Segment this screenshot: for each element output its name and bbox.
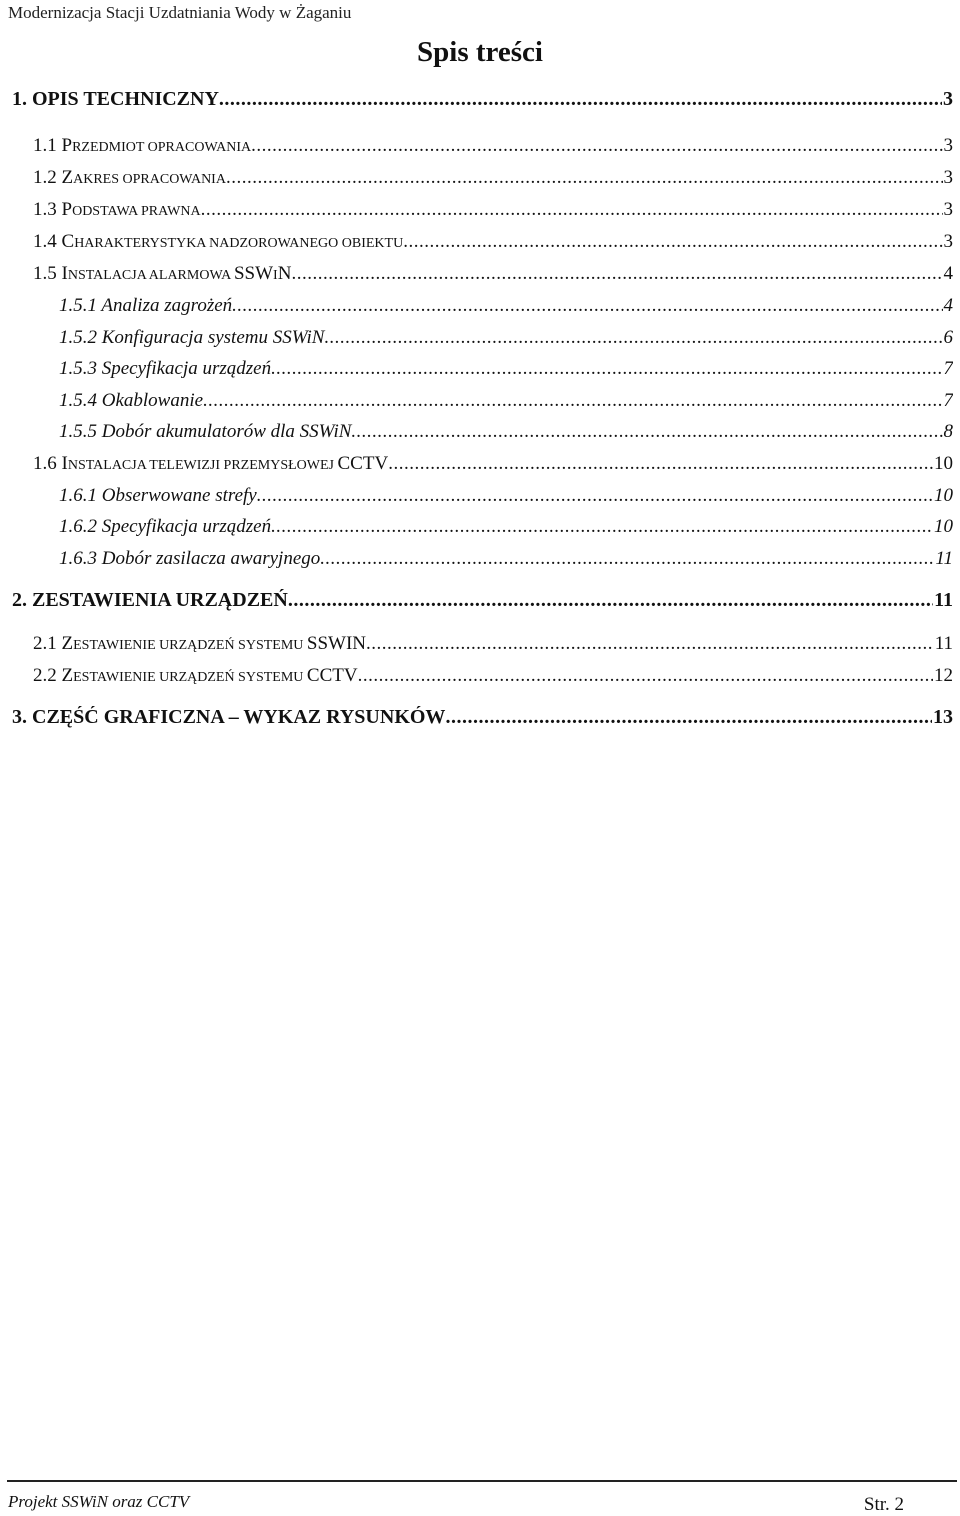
toc-entry-initial: P — [61, 199, 73, 220]
toc-page-number: 11 — [934, 589, 953, 611]
toc-entry-label — [12, 589, 288, 612]
toc-page-number: 11 — [935, 548, 953, 569]
toc-entry[interactable] — [59, 421, 953, 443]
toc-entry[interactable] — [59, 390, 953, 412]
toc-entry[interactable] — [59, 516, 953, 538]
toc-entry-label — [12, 706, 445, 729]
toc-entry-text: ESTAWIENIE URZĄDZEŃ SYSTEMU — [73, 670, 307, 685]
footer-page-number: Str. 2 — [863, 1494, 904, 1515]
toc-entry-text: NSTALACJA ALARMOWA — [67, 268, 234, 283]
toc-entry-text: Specyfikacja urządzeń — [101, 358, 272, 379]
toc-entry-text: NSTALACJA TELEWIZJI PRZEMYSŁOWEJ — [67, 458, 338, 473]
toc-entry-number: 1.6 — [33, 453, 57, 474]
toc-entry-number: 1.6.2 — [59, 516, 97, 537]
toc-dot-leader — [320, 548, 934, 570]
toc-entry[interactable] — [33, 135, 953, 157]
toc-entry-number: 1. — [12, 88, 27, 110]
toc-entry-text: HARAKTERYSTYKA NADZOROWANEGO OBIEKTU — [74, 236, 404, 251]
toc-entry-number: 1.5 — [33, 263, 57, 284]
toc-title: Spis treści — [417, 36, 543, 68]
toc-entry-acronym: SSW — [233, 263, 274, 284]
toc-entry-acronym-small: I — [273, 268, 278, 283]
toc-entry-number: 3. — [12, 706, 27, 728]
toc-dot-leader — [403, 231, 942, 253]
toc-page-number: 13 — [933, 706, 953, 728]
toc-page-number: 4 — [943, 295, 953, 316]
toc-dot-leader — [251, 135, 942, 157]
toc-page-number: 3 — [943, 167, 953, 188]
toc-dot-leader — [324, 327, 942, 349]
toc-page-number: 11 — [934, 633, 953, 654]
toc-entry-acronym-end: N — [277, 263, 292, 284]
toc-dot-leader — [257, 485, 933, 507]
toc-page-number: 3 — [943, 231, 953, 252]
toc-entry-label — [33, 199, 201, 221]
toc-entry-text: Okablowanie — [101, 390, 204, 411]
toc-entry-label — [33, 231, 403, 253]
toc-page-number: 7 — [943, 390, 953, 411]
toc-entry[interactable] — [33, 665, 953, 687]
toc-entry[interactable] — [33, 167, 953, 189]
toc-entry[interactable] — [59, 358, 953, 380]
toc-entry-label — [33, 135, 251, 157]
toc-entry[interactable] — [59, 485, 953, 507]
toc-entry-number: 1.6.3 — [59, 548, 97, 569]
toc-entry-number: 2. — [12, 589, 27, 611]
toc-entry-text: OPIS TECHNICZNY — [32, 88, 219, 110]
toc-entry-text: ZESTAWIENIA URZĄDZEŃ — [32, 589, 288, 611]
toc-entry-acronym: CCTV — [337, 453, 389, 474]
toc-entry-text: Analiza zagrożeń — [101, 295, 233, 316]
page-header-title: Modernizacja Stacji Uzdatniania Wody w Żaganiu — [8, 3, 352, 22]
toc-entry[interactable] — [12, 706, 953, 729]
toc-entry-number: 1.5.3 — [59, 358, 97, 379]
toc-entry-text: ODSTAWA PRAWNA — [72, 204, 201, 219]
toc-entry-number: 2.1 — [33, 633, 57, 654]
toc-entry-text: Obserwowane strefy — [101, 485, 257, 506]
toc-entry-number: 1.5.5 — [59, 421, 97, 442]
toc-dot-leader — [288, 589, 933, 612]
toc-dot-leader — [358, 665, 933, 687]
toc-entry-acronym: SSWIN — [306, 633, 367, 654]
toc-dot-leader — [351, 421, 942, 443]
toc-entry-label — [59, 548, 320, 570]
toc-page-number: 8 — [943, 421, 953, 442]
toc-entry-label — [59, 516, 271, 538]
toc-entry-acronym: CCTV — [306, 665, 358, 686]
toc-dot-leader — [219, 88, 942, 111]
toc-entry-number: 1.1 — [33, 135, 57, 156]
toc-entry-number: 1.4 — [33, 231, 57, 252]
toc-entry[interactable] — [12, 88, 953, 111]
toc-page-number: 3 — [943, 199, 953, 220]
toc-entry-label — [12, 88, 219, 111]
toc-entry[interactable] — [12, 589, 953, 612]
toc-entry-text: Specyfikacja urządzeń — [101, 516, 272, 537]
toc-entry[interactable] — [59, 295, 953, 317]
toc-dot-leader — [203, 390, 942, 412]
toc-page-number: 7 — [943, 358, 953, 379]
toc-page-number: 10 — [934, 516, 953, 537]
toc-entry[interactable] — [33, 263, 953, 285]
toc-entry-label — [59, 327, 324, 349]
toc-entry-text: CZĘŚĆ GRAFICZNA – WYKAZ RYSUNKÓW — [32, 706, 446, 728]
toc-entry-label — [59, 421, 351, 443]
toc-entry-number: 1.5.1 — [59, 295, 97, 316]
toc-page-number: 10 — [934, 485, 953, 506]
footer-project-name: Projekt SSWiN oraz CCTV — [8, 1492, 190, 1511]
toc-dot-leader — [201, 199, 943, 221]
toc-entry[interactable] — [33, 199, 953, 221]
toc-page-number: 4 — [943, 263, 953, 284]
toc-dot-leader — [291, 263, 942, 285]
toc-dot-leader — [232, 295, 942, 317]
toc-entry[interactable] — [59, 327, 953, 349]
toc-entry-number: 1.6.1 — [59, 485, 97, 506]
toc-entry-initial: Z — [61, 167, 74, 188]
toc-page-number: 10 — [934, 453, 953, 474]
toc-page-number: 3 — [943, 135, 953, 156]
toc-entry-label — [33, 633, 366, 655]
toc-entry-label — [59, 485, 257, 507]
toc-entry[interactable] — [33, 231, 953, 253]
toc-dot-leader — [388, 453, 933, 475]
toc-entry-number: 1.3 — [33, 199, 57, 220]
toc-dot-leader — [445, 706, 932, 729]
toc-entry[interactable] — [59, 548, 953, 570]
toc-page-number: 6 — [943, 327, 953, 348]
toc-entry-label — [33, 453, 388, 475]
toc-dot-leader — [271, 358, 942, 380]
footer-divider — [7, 1480, 957, 1482]
toc-entry-initial: C — [61, 231, 75, 252]
toc-entry-initial: I — [61, 453, 68, 474]
toc-entry-text: ESTAWIENIE URZĄDZEŃ SYSTEMU — [73, 638, 307, 653]
toc-page-number: 12 — [934, 665, 953, 686]
toc-entry-label — [59, 358, 271, 380]
toc-entry-label — [59, 390, 203, 412]
toc-page-number: 3 — [943, 88, 953, 110]
toc-entry-initial: I — [61, 263, 68, 284]
toc-entry[interactable] — [33, 633, 953, 655]
toc-entry-text: Konfiguracja systemu SSWiN — [101, 327, 325, 348]
toc-entry-number: 1.5.4 — [59, 390, 97, 411]
toc-dot-leader — [226, 167, 943, 189]
toc-entry-label — [33, 665, 358, 687]
toc-entry-label — [59, 295, 232, 317]
toc-entry-number: 2.2 — [33, 665, 57, 686]
toc-entry-initial: P — [61, 135, 73, 156]
toc-entry-label — [33, 263, 291, 285]
toc-entry-text: AKRES OPRACOWANIA — [73, 172, 226, 187]
toc-dot-leader — [271, 516, 933, 538]
toc-entry-initial: Z — [61, 665, 74, 686]
toc-entry-text: Dobór akumulatorów dla SSWiN — [101, 421, 352, 442]
toc-entry-number: 1.5.2 — [59, 327, 97, 348]
toc-entry-label — [33, 167, 226, 189]
toc-entry-initial: Z — [61, 633, 74, 654]
toc-entry-number: 1.2 — [33, 167, 57, 188]
toc-entry-text: Dobór zasilacza awaryjnego — [101, 548, 321, 569]
toc-dot-leader — [366, 633, 934, 655]
toc-entry-text: RZEDMIOT OPRACOWANIA — [72, 140, 252, 155]
toc-entry[interactable] — [33, 453, 953, 475]
